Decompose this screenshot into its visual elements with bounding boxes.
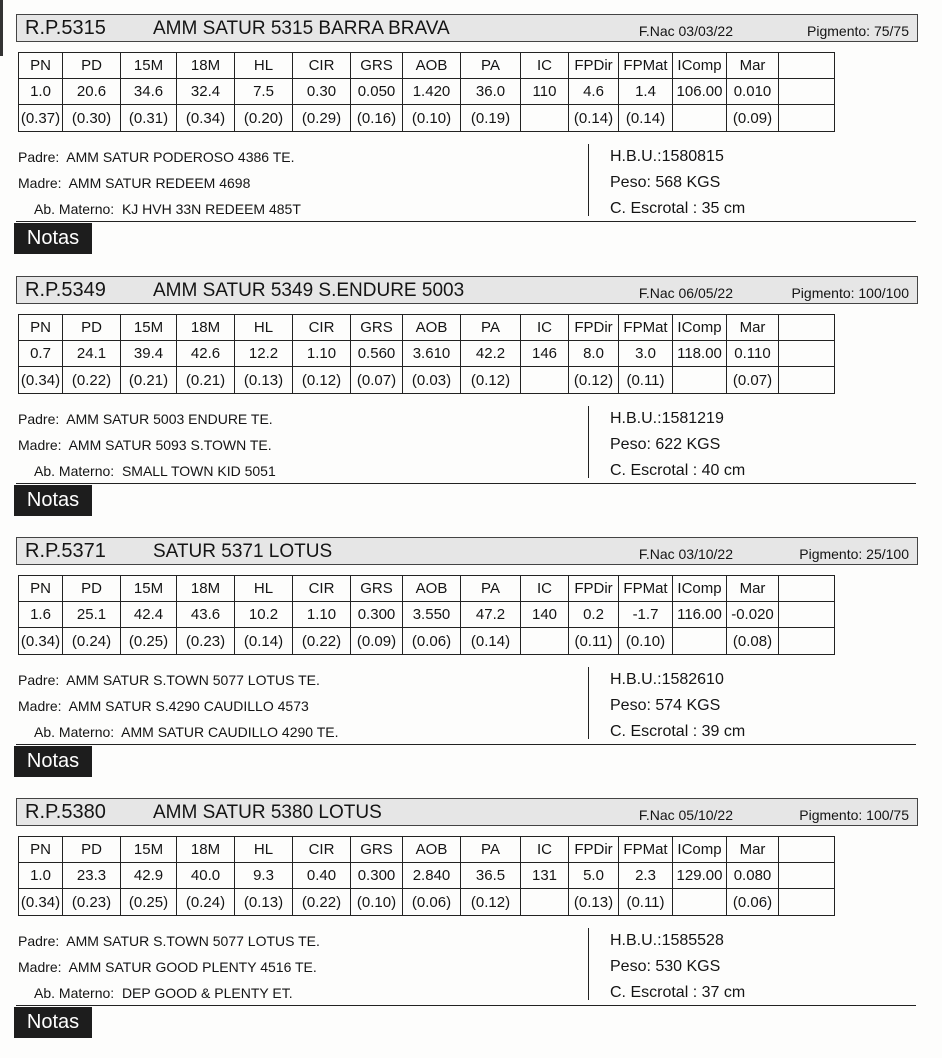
dep-cell: (0.22) [63,367,121,394]
rp-number: R.P.5371 [25,540,106,562]
column-header: GRS [351,576,403,602]
escrotal-value: C. Escrotal : 39 cm [610,723,746,740]
value-cell: 3.610 [403,341,461,367]
column-header: PD [63,53,121,79]
birth-date: F.Nac 03/10/22 [638,546,733,562]
ab-materno-value: SMALL TOWN KID 5051 [121,463,276,479]
hbu-value: H.B.U.:1582610 [610,671,724,688]
value-cell: 0.050 [351,79,403,105]
column-header: 18M [177,576,235,602]
column-header: Mar [727,315,779,341]
value-cell: 0.110 [727,341,779,367]
column-header: AOB [403,576,461,602]
value-cell: 34.6 [121,79,177,105]
vertical-divider [588,406,589,478]
dep-cell: (0.21) [121,367,177,394]
column-header: FPDir [569,315,619,341]
value-cell: 116.00 [673,602,727,628]
dep-cell: (0.34) [19,889,63,916]
dep-cell [673,889,727,916]
dep-cell: (0.25) [121,889,177,916]
value-row [19,863,835,889]
value-cell [779,79,835,105]
ab-materno-line [18,196,578,222]
dep-cell: (0.29) [293,105,351,132]
hbu-value: H.B.U.:1580815 [610,148,724,165]
dep-cell [673,628,727,655]
animal-name: AMM SATUR 5315 BARRA BRAVA [153,18,450,39]
ab-materno-line [18,458,578,484]
value-cell: 20.6 [63,79,121,105]
column-header: FPDir [569,53,619,79]
ab-materno-line [18,719,578,745]
peso-value: Peso: 622 KGS [610,436,721,453]
madre-value: AMM SATUR S.4290 CAUDILLO 4573 [68,698,309,714]
column-header: CIR [293,576,351,602]
dep-cell [521,367,569,394]
dep-cell: (0.21) [177,367,235,394]
horizontal-divider [16,483,916,484]
value-cell: 40.0 [177,863,235,889]
peso-value: Peso: 574 KGS [610,697,721,714]
value-cell: 36.0 [461,79,521,105]
padre-label: Padre: [18,672,60,688]
value-cell: 110 [521,79,569,105]
dep-cell: (0.12) [461,367,521,394]
birth-date: F.Nac 06/05/22 [638,285,733,301]
dep-cell: (0.23) [177,628,235,655]
horizontal-divider [16,1005,916,1006]
column-header: HL [235,576,293,602]
column-header: PD [63,576,121,602]
value-cell: 2.840 [403,863,461,889]
value-cell: 0.7 [19,341,63,367]
dep-cell: (0.20) [235,105,293,132]
horizontal-divider [16,221,916,222]
column-header [779,53,835,79]
column-header: 15M [121,576,177,602]
pigmento: Pigmento: 75/75 [807,23,909,39]
value-cell [779,863,835,889]
value-cell: 0.300 [351,602,403,628]
column-header: CIR [293,315,351,341]
value-cell [779,341,835,367]
header-row [19,837,835,863]
pigmento: Pigmento: 25/100 [799,546,909,562]
dep-cell [673,105,727,132]
dep-cell: (0.24) [177,889,235,916]
notas-label: Notas [14,223,92,254]
column-header: IComp [673,315,727,341]
dep-cell: (0.09) [351,628,403,655]
column-header: PA [461,315,521,341]
value-cell: 36.5 [461,863,521,889]
dep-row [19,105,835,132]
value-cell: 39.4 [121,341,177,367]
pedigree-info [18,928,578,1006]
value-cell: 25.1 [63,602,121,628]
value-cell: 1.10 [293,341,351,367]
column-header: AOB [403,53,461,79]
column-header: GRS [351,315,403,341]
dep-cell: (0.07) [351,367,403,394]
column-header: PD [63,837,121,863]
padre-line [18,667,578,693]
dep-cell: (0.08) [727,628,779,655]
value-cell: 1.6 [19,602,63,628]
value-cell: 0.560 [351,341,403,367]
column-header: 15M [121,53,177,79]
value-cell: 42.9 [121,863,177,889]
animal-name: AMM SATUR 5380 LOTUS [153,802,382,823]
madre-line [18,170,578,196]
madre-line [18,954,578,980]
value-cell: -0.020 [727,602,779,628]
value-cell: 32.4 [177,79,235,105]
notas-label: Notas [14,746,92,777]
padre-line [18,406,578,432]
dep-cell: (0.37) [19,105,63,132]
dep-cell: (0.10) [351,889,403,916]
column-header: GRS [351,837,403,863]
dep-cell: (0.06) [403,889,461,916]
dep-table [18,314,835,394]
column-header: AOB [403,837,461,863]
column-header [779,576,835,602]
birth-date: F.Nac 05/10/22 [638,807,733,823]
header-row [19,576,835,602]
record-header [16,537,918,565]
dep-cell: (0.11) [619,889,673,916]
dep-table [18,836,835,916]
hbu-value: H.B.U.:1585528 [610,932,724,949]
value-cell: 1.420 [403,79,461,105]
column-header: PN [19,837,63,863]
measurements-info [610,667,745,745]
column-header: FPDir [569,576,619,602]
animal-name: AMM SATUR 5349 S.ENDURE 5003 [153,280,465,301]
value-cell: 3.0 [619,341,673,367]
ab-materno-value: KJ HVH 33N REDEEM 485T [121,201,301,217]
dep-table [18,575,835,655]
dep-cell [779,628,835,655]
notas-label: Notas [14,1007,92,1038]
record-header [16,276,918,304]
column-header: IC [521,576,569,602]
madre-label: Madre: [18,175,62,191]
dep-table [18,52,835,132]
measurements-info [610,144,745,222]
value-cell: 2.3 [619,863,673,889]
column-header: HL [235,837,293,863]
rp-number: R.P.5380 [25,801,106,823]
value-cell: 42.2 [461,341,521,367]
value-cell: 0.010 [727,79,779,105]
column-header: FPMat [619,53,673,79]
dep-cell: (0.13) [235,367,293,394]
dep-cell [521,889,569,916]
madre-value: AMM SATUR GOOD PLENTY 4516 TE. [68,959,317,975]
column-header: GRS [351,53,403,79]
value-cell: 0.080 [727,863,779,889]
column-header: IC [521,53,569,79]
column-header: FPMat [619,576,673,602]
value-row [19,79,835,105]
dep-cell: (0.03) [403,367,461,394]
column-header: HL [235,315,293,341]
dep-cell: (0.14) [235,628,293,655]
madre-line [18,432,578,458]
dep-cell [779,889,835,916]
dep-cell: (0.11) [619,367,673,394]
value-cell: 0.30 [293,79,351,105]
value-cell: 23.3 [63,863,121,889]
padre-line [18,928,578,954]
dep-cell [779,367,835,394]
column-header: IComp [673,837,727,863]
column-header: 18M [177,53,235,79]
dep-cell: (0.34) [177,105,235,132]
column-header: 15M [121,837,177,863]
value-cell: 9.3 [235,863,293,889]
dep-cell: (0.25) [121,628,177,655]
column-header: PD [63,315,121,341]
measurements-info [610,406,745,484]
pigmento: Pigmento: 100/75 [799,807,909,823]
record-card [0,14,942,274]
value-cell: 7.5 [235,79,293,105]
madre-label: Madre: [18,437,62,453]
dep-cell: (0.22) [293,889,351,916]
column-header: IC [521,315,569,341]
birth-date: F.Nac 03/03/22 [638,23,733,39]
ab-materno-label: Ab. Materno: [34,724,115,740]
column-header: 18M [177,315,235,341]
escrotal-value: C. Escrotal : 37 cm [610,984,746,1001]
value-cell: 1.0 [19,79,63,105]
pedigree-info [18,144,578,222]
value-cell: 43.6 [177,602,235,628]
column-header: IC [521,837,569,863]
column-header: IComp [673,53,727,79]
escrotal-value: C. Escrotal : 40 cm [610,462,746,479]
column-header: Mar [727,576,779,602]
padre-value: AMM SATUR PODEROSO 4386 TE. [66,149,295,165]
pedigree-info [18,406,578,484]
dep-cell: (0.16) [351,105,403,132]
value-row [19,602,835,628]
dep-cell: (0.23) [63,889,121,916]
dep-cell: (0.09) [727,105,779,132]
column-header: 15M [121,315,177,341]
dep-cell: (0.22) [293,628,351,655]
value-cell: 140 [521,602,569,628]
madre-label: Madre: [18,698,62,714]
dep-cell: (0.06) [403,628,461,655]
column-header: 18M [177,837,235,863]
value-cell: 0.40 [293,863,351,889]
vertical-divider [588,144,589,216]
dep-cell: (0.30) [63,105,121,132]
padre-value: AMM SATUR 5003 ENDURE TE. [66,411,273,427]
column-header: Mar [727,837,779,863]
column-header: FPDir [569,837,619,863]
header-row [19,315,835,341]
column-header: PN [19,53,63,79]
dep-cell [779,105,835,132]
ab-materno-line [18,980,578,1006]
dep-cell: (0.31) [121,105,177,132]
ab-materno-label: Ab. Materno: [34,201,115,217]
column-header: IComp [673,576,727,602]
dep-cell: (0.24) [63,628,121,655]
value-row [19,341,835,367]
ab-materno-value: DEP GOOD & PLENTY ET. [121,985,293,1001]
dep-row [19,889,835,916]
madre-value: AMM SATUR 5093 S.TOWN TE. [68,437,272,453]
column-header: PN [19,576,63,602]
animal-name: SATUR 5371 LOTUS [153,541,333,562]
padre-label: Padre: [18,411,60,427]
dep-cell: (0.12) [293,367,351,394]
dep-cell: (0.10) [619,628,673,655]
madre-label: Madre: [18,959,62,975]
ab-materno-label: Ab. Materno: [34,463,115,479]
value-cell: 8.0 [569,341,619,367]
record-card [0,276,942,536]
column-header: PN [19,315,63,341]
column-header [779,315,835,341]
value-cell: 5.0 [569,863,619,889]
value-cell: 3.550 [403,602,461,628]
value-cell [779,602,835,628]
dep-cell: (0.19) [461,105,521,132]
dep-cell: (0.14) [569,105,619,132]
header-row [19,53,835,79]
dep-cell: (0.14) [619,105,673,132]
padre-label: Padre: [18,933,60,949]
value-cell: 106.00 [673,79,727,105]
peso-value: Peso: 568 KGS [610,174,721,191]
dep-cell: (0.07) [727,367,779,394]
record-header [16,798,918,826]
record-header [16,14,918,42]
dep-cell: (0.13) [235,889,293,916]
column-header: PA [461,837,521,863]
value-cell: 10.2 [235,602,293,628]
dep-cell: (0.34) [19,367,63,394]
ab-materno-value: AMM SATUR CAUDILLO 4290 TE. [121,724,339,740]
dep-cell: (0.12) [569,367,619,394]
padre-value: AMM SATUR S.TOWN 5077 LOTUS TE. [66,933,320,949]
value-cell: 118.00 [673,341,727,367]
dep-cell: (0.10) [403,105,461,132]
value-cell: 1.4 [619,79,673,105]
value-cell: 12.2 [235,341,293,367]
column-header: FPMat [619,837,673,863]
column-header [779,837,835,863]
value-cell: 4.6 [569,79,619,105]
value-cell: 42.6 [177,341,235,367]
escrotal-value: C. Escrotal : 35 cm [610,200,746,217]
vertical-divider [588,928,589,1000]
peso-value: Peso: 530 KGS [610,958,721,975]
horizontal-divider [16,744,916,745]
value-cell: 0.300 [351,863,403,889]
value-cell: 1.10 [293,602,351,628]
pedigree-info [18,667,578,745]
padre-label: Padre: [18,149,60,165]
column-header: PA [461,576,521,602]
hbu-value: H.B.U.:1581219 [610,410,724,427]
value-cell: -1.7 [619,602,673,628]
dep-cell: (0.12) [461,889,521,916]
rp-number: R.P.5315 [25,17,106,39]
value-cell: 0.2 [569,602,619,628]
record-card [0,798,942,1058]
notas-label: Notas [14,485,92,516]
column-header: CIR [293,837,351,863]
madre-line [18,693,578,719]
madre-value: AMM SATUR REDEEM 4698 [68,175,251,191]
column-header: FPMat [619,315,673,341]
value-cell: 24.1 [63,341,121,367]
dep-cell [521,105,569,132]
dep-cell [521,628,569,655]
dep-row [19,628,835,655]
column-header: HL [235,53,293,79]
dep-cell: (0.06) [727,889,779,916]
value-cell: 146 [521,341,569,367]
column-header: PA [461,53,521,79]
value-cell: 131 [521,863,569,889]
dep-cell: (0.11) [569,628,619,655]
dep-cell: (0.13) [569,889,619,916]
dep-cell: (0.14) [461,628,521,655]
ab-materno-label: Ab. Materno: [34,985,115,1001]
value-cell: 1.0 [19,863,63,889]
dep-row [19,367,835,394]
rp-number: R.P.5349 [25,279,106,301]
column-header: Mar [727,53,779,79]
record-card [0,537,942,797]
vertical-divider [588,667,589,739]
pigmento: Pigmento: 100/100 [791,285,909,301]
value-cell: 42.4 [121,602,177,628]
dep-cell: (0.34) [19,628,63,655]
padre-value: AMM SATUR S.TOWN 5077 LOTUS TE. [66,672,320,688]
value-cell: 47.2 [461,602,521,628]
value-cell: 129.00 [673,863,727,889]
column-header: AOB [403,315,461,341]
measurements-info [610,928,745,1006]
column-header: CIR [293,53,351,79]
padre-line [18,144,578,170]
dep-cell [673,367,727,394]
